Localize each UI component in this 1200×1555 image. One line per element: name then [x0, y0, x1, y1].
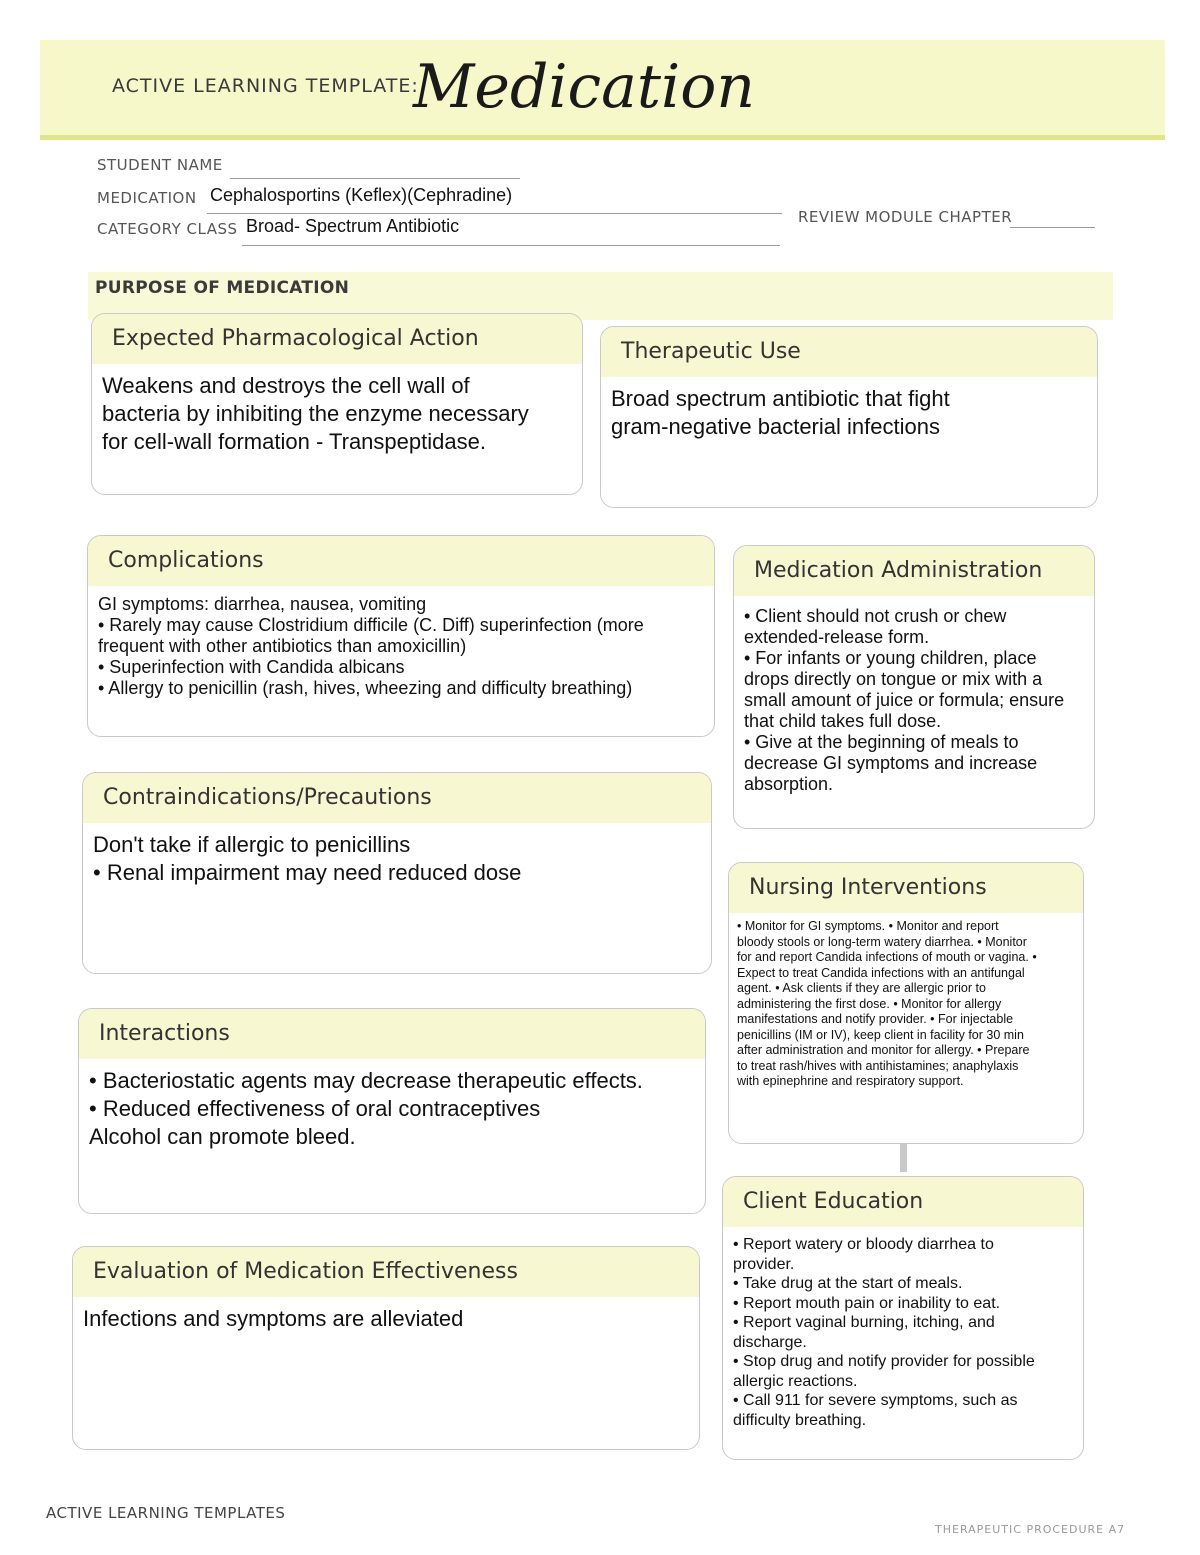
text-line: bacteria by inhibiting the enzyme necessary [102, 401, 529, 426]
list-item: drops directly on tongue or mix with a [744, 669, 1043, 689]
student-name-line [230, 178, 520, 179]
list-item: • Report watery or bloody diarrhea to [733, 1236, 994, 1253]
list-item: GI symptoms: diarrhea, nausea, vomiting [98, 594, 427, 614]
nursing-title: Nursing Interventions [729, 863, 1083, 913]
complications-box [87, 535, 715, 737]
text-line: • Monitor for GI symptoms. • Monitor and report [737, 919, 999, 933]
list-item: discharge. [733, 1333, 807, 1351]
interactions-box [78, 1008, 706, 1214]
list-item: • Reduced effectiveness of oral contraceptives [89, 1096, 541, 1121]
list-item: • Rarely may cause Clostridium difficile (C. Diff) superinfection (more [98, 615, 644, 635]
administration-text [734, 596, 1094, 795]
list-item: that child takes full dose. [744, 711, 942, 731]
complications-title: Complications [88, 536, 714, 586]
list-item: absorption. [744, 774, 834, 794]
administration-box [733, 545, 1095, 829]
list-item: small amount of juice or formula; ensure [744, 690, 1065, 710]
list-item: • Call 911 for severe symptoms, such as [733, 1392, 1018, 1409]
footer-right: THERAPEUTIC PROCEDURE A7 [935, 1523, 1126, 1536]
purpose-heading: PURPOSE OF MEDICATION [95, 278, 350, 298]
text-line: Weakens and destroys the cell wall of [102, 373, 470, 398]
expected-action-box [91, 313, 583, 495]
list-item: difficulty breathing. [733, 1411, 867, 1429]
list-item: Don't take if allergic to penicillins [93, 832, 411, 857]
interactions-title: Interactions [79, 1009, 705, 1059]
contraindications-box [82, 772, 712, 974]
list-item: • Report vaginal burning, itching, and [733, 1314, 995, 1331]
contraindications-title: Contraindications/Precautions [83, 773, 711, 823]
text-line: manifestations and notify provider. • For injectable [737, 1012, 1014, 1026]
text-line: agent. • Ask clients if they are allergic prior to [737, 981, 986, 995]
text-line: gram-negative bacterial infections [611, 414, 940, 439]
text-line: Broad spectrum antibiotic that fight [611, 386, 950, 411]
text-line: bloody stools or long-term watery diarrhea. • Monitor [737, 934, 1027, 949]
list-item: frequent with other antibiotics than amoxicillin) [98, 636, 467, 656]
therapeutic-use-title: Therapeutic Use [601, 327, 1097, 377]
evaluation-text [73, 1297, 699, 1333]
list-item: Alcohol can promote bleed. [89, 1124, 356, 1149]
template-label: ACTIVE LEARNING TEMPLATE: [112, 75, 419, 97]
text-line: Expect to treat Candida infections with an antifungal [737, 965, 1025, 980]
list-item: provider. [733, 1255, 795, 1273]
complications-text [88, 586, 714, 699]
list-item: • Take drug at the start of meals. [733, 1275, 963, 1292]
expected-action-title: Expected Pharmacological Action [92, 314, 582, 364]
category-field[interactable]: Broad- Spectrum Antibiotic [246, 216, 460, 236]
list-item: • Give at the beginning of meals to [744, 732, 1019, 752]
list-item: allergic reactions. [733, 1372, 858, 1390]
contraindications-text [83, 823, 711, 887]
list-item: • Report mouth pain or inability to eat. [733, 1294, 1001, 1312]
client-education-text [723, 1227, 1083, 1430]
nursing-text [729, 913, 1083, 1090]
interactions-text [79, 1059, 705, 1151]
therapeutic-use-text [601, 377, 1097, 441]
text-line: after administration and monitor for allergy. • Prepare [737, 1043, 1030, 1057]
connector [900, 1143, 907, 1172]
text-line: penicillins (IM or IV), keep client in facility for 30 min [737, 1027, 1024, 1042]
evaluation-title: Evaluation of Medication Effectiveness [73, 1247, 699, 1297]
client-education-title: Client Education [723, 1177, 1083, 1227]
category-line [242, 245, 780, 246]
expected-action-text [92, 364, 582, 456]
page-title: Medication [413, 52, 755, 122]
category-label: CATEGORY CLASS [97, 220, 238, 238]
therapeutic-use-box [600, 326, 1098, 508]
text-line: Infections and symptoms are alleviated [83, 1306, 464, 1331]
list-item: • For infants or young children, place [744, 648, 1037, 668]
review-module-line [1010, 227, 1095, 228]
footer-left: ACTIVE LEARNING TEMPLATES [46, 1504, 286, 1522]
list-item: • Allergy to penicillin (rash, hives, wheezing and difficulty breathing) [98, 678, 633, 698]
medication-line [207, 213, 782, 214]
text-line: for cell-wall formation - Transpeptidase. [102, 429, 486, 454]
text-line: to treat rash/hives with antihistamines; anaphylaxis [737, 1058, 1019, 1073]
list-item: • Superinfection with Candida albicans [98, 657, 405, 677]
list-item: • Client should not crush or chew [744, 606, 1007, 626]
student-name-label: STUDENT NAME [97, 156, 223, 174]
text-line: for and report Candida infections of mouth or vagina. • [737, 950, 1037, 964]
client-education-box [722, 1176, 1084, 1460]
text-line: with epinephrine and respiratory support. [737, 1074, 964, 1088]
review-module-label: REVIEW MODULE CHAPTER [798, 208, 1013, 226]
list-item: extended-release form. [744, 627, 930, 647]
list-item: • Bacteriostatic agents may decrease therapeutic effects. [89, 1068, 643, 1093]
list-item: • Stop drug and notify provider for possible [733, 1353, 1035, 1370]
list-item: • Renal impairment may need reduced dose [93, 860, 522, 885]
nursing-box [728, 862, 1084, 1144]
administration-title: Medication Administration [734, 546, 1094, 596]
evaluation-box [72, 1246, 700, 1450]
text-line: administering the first dose. • Monitor for allergy [737, 996, 1002, 1011]
list-item: decrease GI symptoms and increase [744, 753, 1038, 773]
medication-label: MEDICATION [97, 189, 197, 207]
medication-field[interactable]: Cephalosportins (Keflex)(Cephradine) [210, 185, 513, 205]
